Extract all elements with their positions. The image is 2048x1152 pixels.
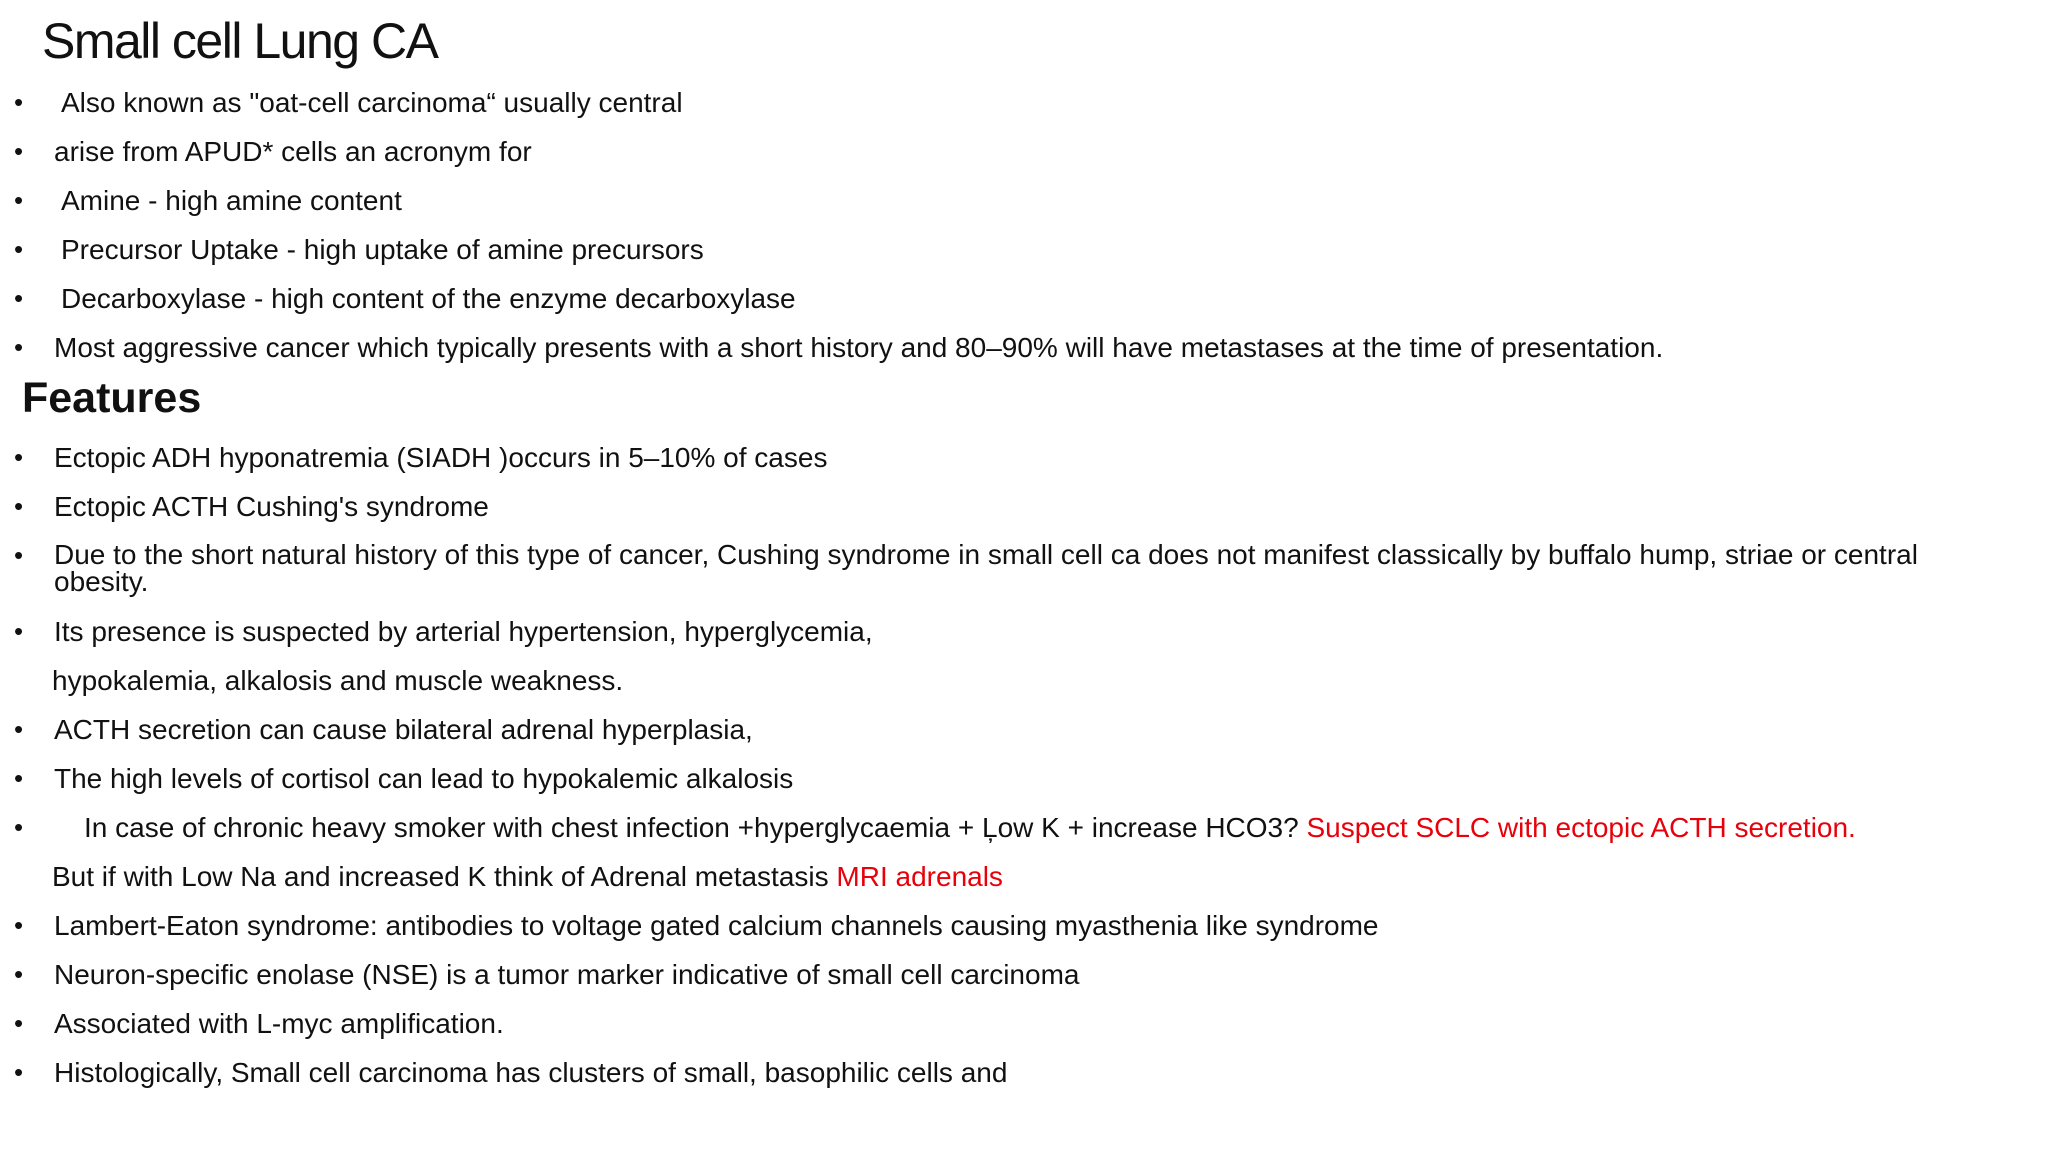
bullet: •	[14, 234, 24, 264]
bullet: •	[14, 87, 24, 117]
list-item-text: Ectopic ADH hyponatremia (SIADH )occurs in 5–10% of cases	[54, 442, 828, 473]
list-item-text: ACTH secretion can cause bilateral adrenal hyperplasia,	[54, 714, 753, 745]
list-item-text: Decarboxylase - high content of the enzyme decarboxylase	[61, 283, 796, 314]
bullet: •	[14, 714, 24, 744]
bullet: •	[14, 136, 24, 166]
list-item-text: Associated with L-myc amplification.	[54, 1008, 504, 1039]
list-item-text	[84, 813, 1984, 842]
bullet: •	[14, 491, 24, 521]
highlight-text: MRI adrenals	[836, 861, 1003, 892]
bullet: •	[14, 616, 24, 646]
features-heading: Features	[22, 374, 202, 422]
list-item-text: Precursor Uptake - high uptake of amine precursors	[61, 234, 704, 265]
list-item-text: arise from APUD* cells an acronym for	[54, 136, 532, 167]
list-item-text: The high levels of cortisol can lead to hypokalemic alkalosis	[54, 763, 794, 794]
list-item-text: Neuron-specific enolase (NSE) is a tumor marker indicative of small cell carcinoma	[54, 959, 1080, 990]
list-item-text: Most aggressive cancer which typically presents with a short history and 80–90% will have metastases at the time of presentation.	[54, 332, 1664, 363]
list-item-text: Lambert-Eaton syndrome: antibodies to voltage gated calcium channels causing myasthenia like syndrome	[54, 910, 1379, 941]
case-text: In case of chronic heavy smoker with chest infection +hyperglycaemia + Ļow K + increase HCO3?	[84, 812, 1299, 843]
bullet: •	[14, 763, 24, 793]
bullet: •	[14, 185, 24, 215]
bullet: •	[14, 442, 24, 472]
bullet: •	[14, 1008, 24, 1038]
list-item-text: Amine - high amine content	[61, 185, 402, 216]
list-item-text: Ectopic ACTH Cushing's syndrome	[54, 491, 489, 522]
bullet: •	[14, 540, 24, 570]
bullet: •	[14, 1057, 24, 1087]
list-item-text: Due to the short natural history of this type of cancer, Cushing syndrome in small cell ca does not manifest classically by buffalo hump, striae or central obesity.	[54, 539, 1918, 597]
metastasis-text: But if with Low Na and increased K think of Adrenal metastasis	[52, 861, 829, 892]
highlight-text: Suspect SCLC with ectopic ACTH secretion.	[1306, 812, 1856, 843]
bullet: •	[14, 283, 24, 313]
bullet: •	[14, 812, 24, 842]
slide-title: Small cell Lung CA	[42, 13, 438, 69]
bullet: •	[14, 332, 24, 362]
bullet: •	[14, 959, 24, 989]
list-item-text: hypokalemia, alkalosis and muscle weakness.	[52, 665, 624, 696]
list-item-text: Histologically, Small cell carcinoma has clusters of small, basophilic cells and	[54, 1057, 1008, 1088]
list-item-text: Its presence is suspected by arterial hypertension, hyperglycemia,	[54, 616, 873, 647]
list-item-text: Also known as "oat-cell carcinoma“ usually central	[61, 87, 683, 118]
list-item-text	[52, 862, 1952, 891]
bullet: •	[14, 910, 24, 940]
